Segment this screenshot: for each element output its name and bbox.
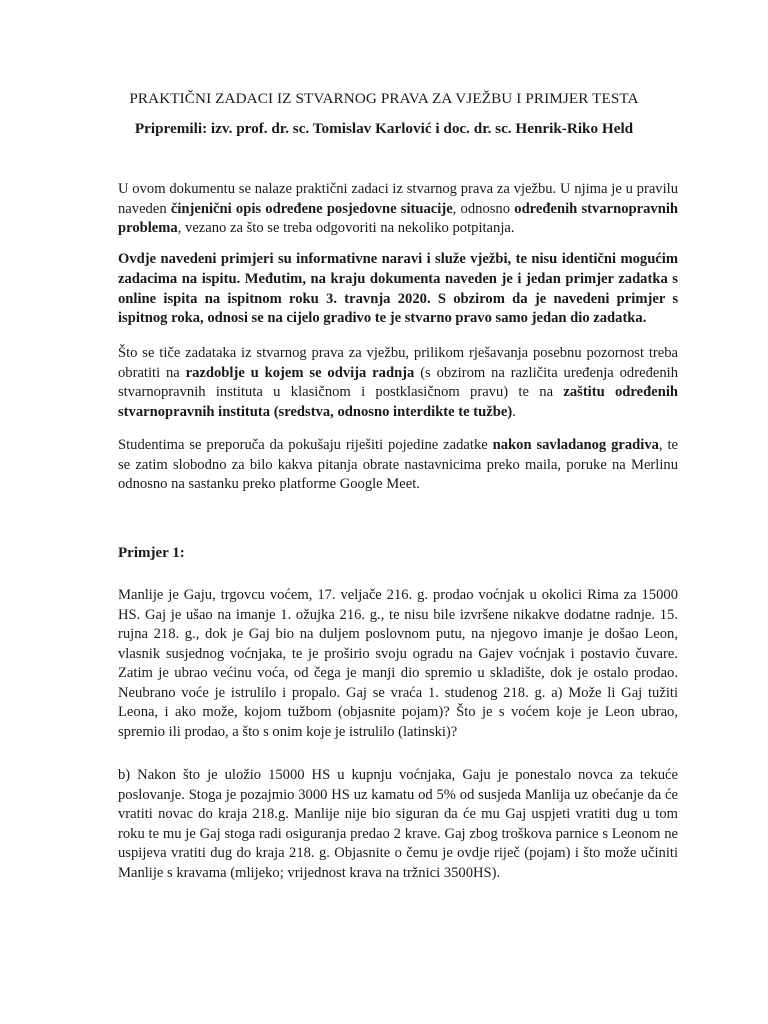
advice-paragraph [118, 436, 678, 495]
document-title: PRAKTIČNI ZADACI IZ STVARNOG PRAVA ZA VJEŽBU I PRIMJER TESTA [129, 90, 639, 107]
focus-text-2: (s obzirom na različita uređenja određenih stvarnopravnih instituta u klasičnom i postklasičnom pravu) te na [118, 364, 678, 400]
focus-bold-2: zaštitu određenih stvarnopravnih instituta (sredstva, odnosno interdikte te tužbe) [118, 384, 678, 420]
document-authors: Pripremili: izv. prof. dr. sc. Tomislav Karlović i doc. dr. sc. Henrik-Riko Held [134, 120, 634, 137]
example-part-b: b) Nakon što je uložio 15000 HS u kupnju voćnjaka, Gaju je ponestalo novca za tekuće poslovanje. Stoga je pozajmio 3000 HS uz kamatu od 5% od susjeda Manlija uz obećanje da će vratiti novac do kraja 218.g. Manlije nije bio siguran da će mu Gaj uspjeti vratiti dug u tom roku te mu je Gaj stoga radi osiguranja predao 2 krave. Gaj zbog troškova parnice s Leonom ne uspijeva vratiti dug do kraja 218. g. Objasnite o čemu je ovdje riječ (pojam) i što može učiniti Manlije s kravama (mlijeko; vrijednost krava na tržnici 3500HS). [118, 767, 678, 881]
example-part-a: Manlije je Gaju, trgovcu voćem, 17. veljače 216. g. prodao voćnjak u okolici Rima za 15000 HS. Gaj je ušao na imanje 1. ožujka 216. g., te nisu bile izvršene nikakve dodatne radnje. 15. rujna 218. g., dok je Gaj bio na duljem poslovnom putu, na njegovo imanje je došao Leon, vlasnik susjednog voćnjaka, te je proširio svoju ogradu na Gajev voćnjak i postavio čuvare. Zatim je ubrao većinu voća, od čega je manji dio spremio u skladište, dok je ostalo prodao. Neubrano voće je istrulilo i propalo. Gaj se vraća 1. studenog 218. g. a) Može li Gaj tužiti Leona, i ako može, kojom tužbom (objasnite pojam)? Što je s voćem koje je Leon ubrao, spremio ili prodao, a što s onim koje je istrulilo (latinski)? [118, 587, 678, 740]
focus-text-3: . [512, 403, 516, 420]
intro-bold-2: određenih stvarnopravnih problema [118, 200, 678, 236]
intro-text-2: , odnosno [452, 200, 515, 217]
focus-text-1: Što se tiče zadataka iz stvarnog prava za vježbu, prilikom rješavanja posebnu pozornost treba obratiti na [118, 345, 678, 381]
note-paragraph: Ovdje navedeni primjeri su informativne naravi i služe vježbi, te nisu identični mogućim zadacima na ispitu. Međutim, na kraju dokumenta naveden je i jedan primjer zadatka s online ispita na ispitnom roku 3. travnja 2020. S obzirom da je navedeni primjer s ispitnog roka, odnosi se na cijelo gradivo te je stvarno pravo samo jedan dio zadatka. [118, 251, 678, 327]
example-heading: Primjer 1: [118, 545, 185, 561]
intro-bold-1: činjenični opis određene posjedovne situacije [170, 200, 453, 217]
intro-paragraph [118, 180, 678, 239]
advice-text-2: , te se zatim slobodno za bilo kakva pitanja obrate nastavnicima preko maila, poruke na Merlinu odnosno na sastanku preko platforme Google Meet. [118, 437, 678, 492]
advice-text-1: Studentima se preporuča da pokušaju riješiti pojedine zadatke [118, 437, 493, 453]
focus-bold-1: razdoblje u kojem se odvija radnja [185, 364, 415, 381]
intro-text-1: U ovom dokumentu se nalaze praktični zadaci iz stvarnog prava za vježbu. U njima je u pravilu naveden [118, 181, 678, 217]
intro-text-3: , vezano za što se treba odgovoriti na nekoliko potpitanja. [177, 220, 515, 236]
focus-paragraph [118, 344, 678, 422]
advice-bold-1: nakon savladanog gradiva [492, 437, 659, 453]
